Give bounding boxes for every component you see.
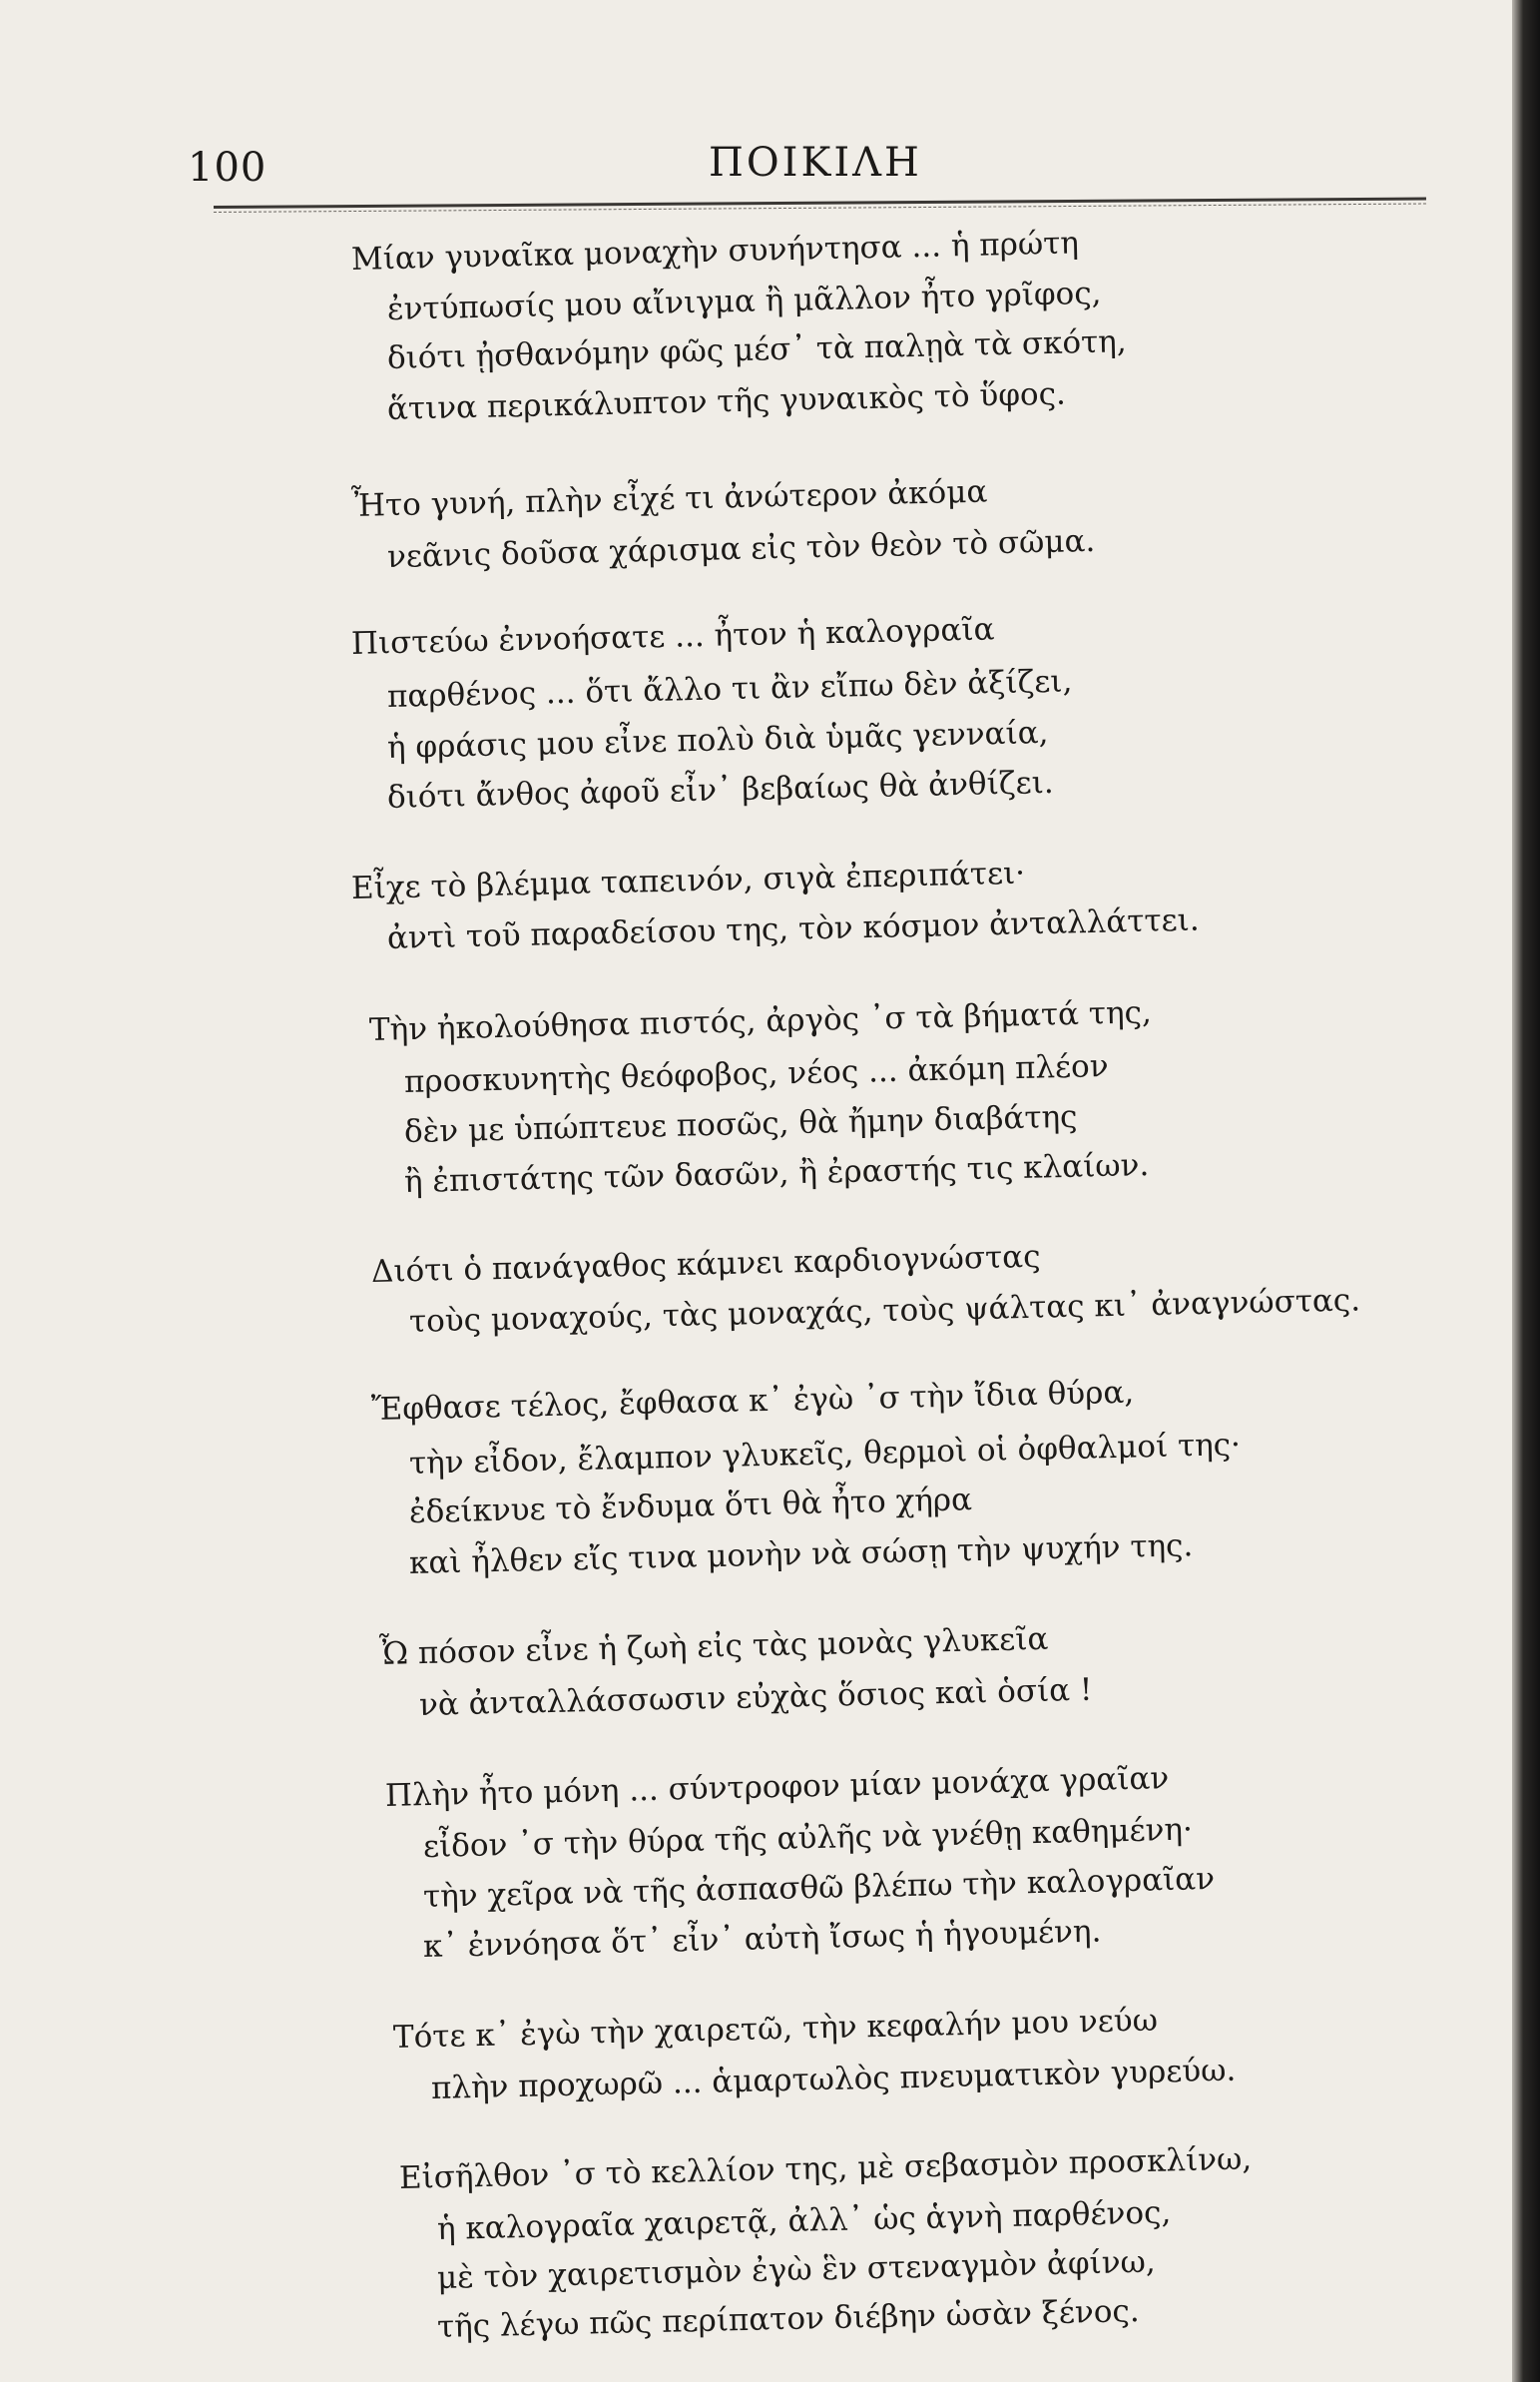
verse-line: Τὴν ἠκολούθησα πιστός, ἀργὸς ᾽σ τὰ βήματά της, [368,994,1153,1048]
verse-line: παρθένος ... ὅτι ἄλλο τι ἂν εἴπω δὲν ἀξίζει, [386,663,1073,715]
verse-line: καὶ ἦλθεν εἴς τινα μονὴν νὰ σώσῃ τὴν ψυχήν της. [408,1527,1194,1581]
verse-line: κ᾽ ἐννόησα ὅτ᾽ εἶν᾽ αὐτὴ ἴσως ἡ ἡγουμένη. [422,1913,1102,1965]
verse-line: Μίαν γυναῖκα μοναχὴν συνήντησα ... ἡ πρώτη [350,225,1080,278]
verse-line: Πλὴν ἦτο μόνη ... σύντροφον μίαν μονάχα γραῖαν [384,1760,1170,1814]
verse-line: νεᾶνις δοῦσα χάρισμα εἰς τὸν θεὸν τὸ σῶμα. [386,522,1096,575]
verse-line: Ἔφθασε τέλος, ἔφθασα κ᾽ ἐγὼ ᾽σ τὴν ἴδια θύρα, [370,1374,1135,1428]
page-edge [1512,0,1540,2382]
verse-line: τοὺς μοναχούς, τὰς μοναχάς, τοὺς ψάλτας κι᾽ ἀναγνώστας. [408,1282,1361,1340]
verse-line: Πιστεύω ἐννοήσατε ... ἦτον ἡ καλογραῖα [350,611,995,662]
verse-line: δὲν με ὑπώπτευε ποσῶς, θὰ ἤμην διαβάτης [403,1098,1078,1150]
verse-line: Ἦτο γυνή, πλὴν εἶχέ τι ἀνώτερον ἀκόμα [350,473,988,524]
verse-line: Διότι ὁ πανάγαθος κάμνει καρδιογνώστας [370,1238,1041,1290]
verse-line: διότι ᾐσθανόμην φῶς μέσ᾽ τὰ παλῃὰ τὰ σκότη, [386,323,1128,376]
verse-line: πλὴν προχωρῶ ... ἁμαρτωλὸς πνευματικὸν γυρεύω. [430,2052,1237,2106]
verse-line: ἀντὶ τοῦ παραδείσου της, τὸν κόσμον ἀνταλλάττει. [386,901,1200,956]
verse-line: νὰ ἀνταλλάσσωσιν εὐχὰς ὅσιος καὶ ὁσία ! [418,1671,1093,1723]
verse-line: διότι ἄνθος ἀφοῦ εἶν᾽ βεβαίως θὰ ἀνθίζει. [386,764,1055,816]
verse-line: εἶδον ᾽σ τὴν θύρα τῆς αὐλῆς νὰ γνέθῃ καθημένη· [422,1811,1194,1865]
verse-line: Ὦ πόσον εἶνε ἡ ζωὴ εἰς τὰς μονὰς γλυκεῖα [378,1620,1049,1672]
verse-line: τῆς λέγω πῶς περίπατον διέβην ὡσὰν ξένος. [436,2293,1141,2345]
verse-line: προσκυνητὴς θεόφοβος, νέος ... ἀκόμη πλέον [403,1047,1109,1100]
verse-line: ἡ φράσις μου εἶνε πολὺ διὰ ὑμᾶς γενναία, [386,714,1049,766]
verse-line: ἢ ἐπιστάτης τῶν δασῶν, ἢ ἐραστής τις κλαίων. [403,1147,1150,1200]
verse-line: ἐδείκνυε τὸ ἔνδυμα ὅτι θὰ ἦτο χήρα [408,1482,973,1530]
verse-line: ἡ καλογραῖα χαιρετᾷ, ἀλλ᾽ ὡς ἁγνὴ παρθένος, [436,2194,1172,2247]
verse-line: Τότε κ᾽ ἐγὼ τὴν χαιρετῶ, τὴν κεφαλήν μου νεύω [392,2002,1159,2056]
verse-line: Εἶχε τὸ βλέμμα ταπεινόν, σιγὰ ἐπεριπάτει· [350,855,1026,906]
verse-line: ἅτινα περικάλυπτον τῆς γυναικὸς τὸ ὕφος. [386,375,1067,427]
verse-line: τὴν χεῖρα νὰ τῆς ἀσπασθῶ βλέπω τὴν καλογραῖαν [422,1861,1216,1915]
page-number: 100 [188,145,267,191]
running-title: ΠΟΙΚΙΛΗ [709,140,922,186]
verse-line: τὴν εἶδον, ἔλαμπον γλυκεῖς, θερμοὶ οἱ ὀφθαλμοί της· [408,1427,1242,1482]
verse-line: Εἰσῆλθον ᾽σ τὸ κελλίον της, μὲ σεβασμὸν προσκλίνω, [398,2140,1253,2196]
verse-line: μὲ τὸν χαιρετισμὸν ἐγὼ ἓν στεναγμὸν ἀφίνω, [436,2243,1157,2296]
verse-line: ἐντύπωσίς μου αἴνιγμα ἢ μᾶλλον ἦτο γρῖφος, [386,275,1102,327]
